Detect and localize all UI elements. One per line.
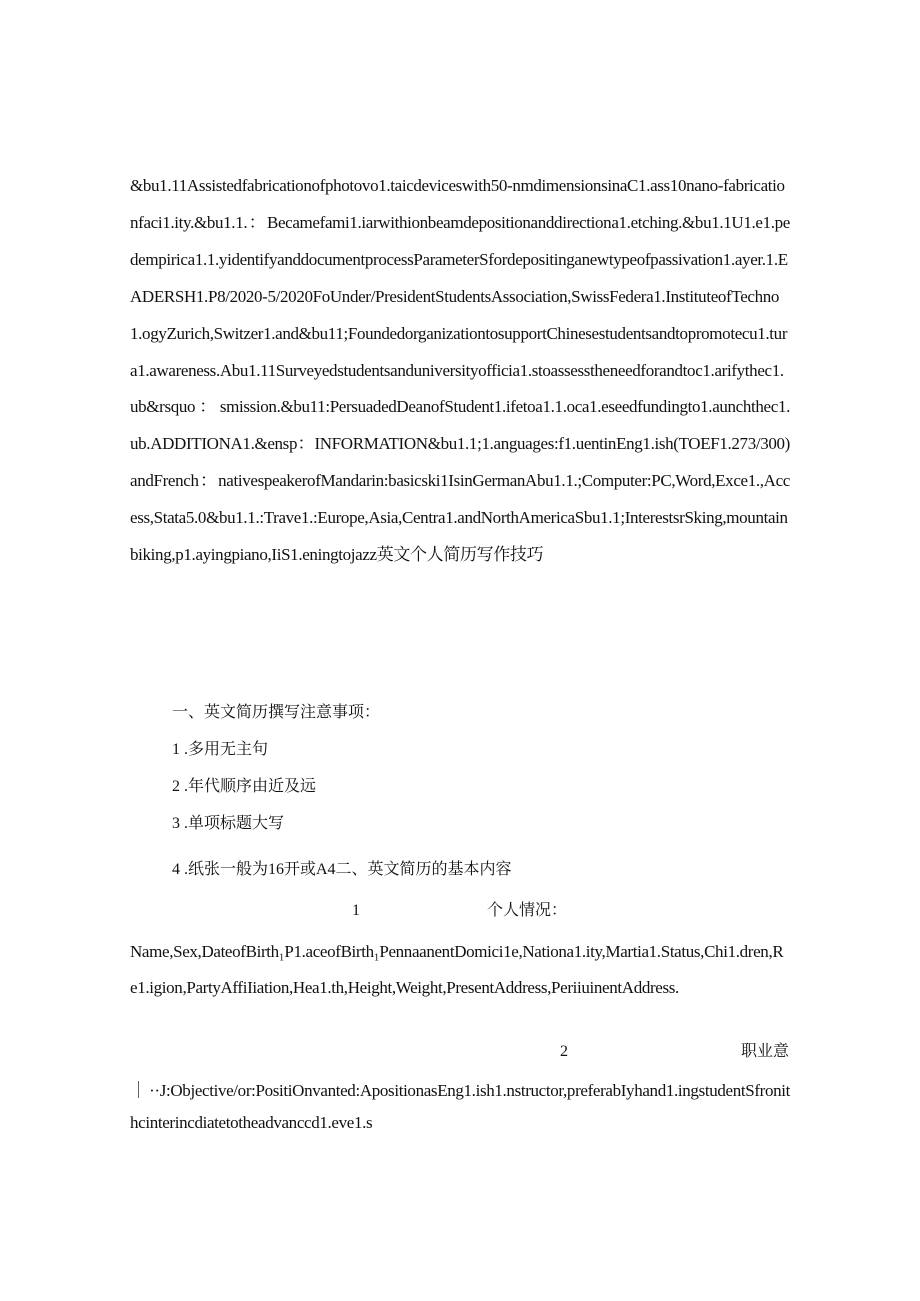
list-item: 2 .年代顺序由近及远 — [172, 778, 317, 795]
list-item: 1 .多用无主句 — [172, 741, 269, 758]
section-2-number: 2 — [560, 1043, 568, 1060]
intro-paragraph: &bu1.11Assistedfabricationofphotovo1.taicdeviceswith50-nmdimensionsinaC1.ass10nano-fabricationfaci1.ity.&bu1.1.：Becamefami1.iarwithionbeamdepositionanddirectiona1.etching.&bu1.1U1.e1.pedempirica1.1.yidentifyanddocumentprocessParameterSfordepositinganewtypeofpassivation1.ayer.1.EADERSH1.P8/2020-5/2020FoUnder/PresidentStudentsAssociation,SwissFedera1.InstituteofTechno1.ogyZurich,Switzer1.and&bu11;FoundedorganizationtosupportChinesestudentsandtopromotecu1.tura1.awareness.Abu1.11Surveyedstudentsanduniversityofficia1.stoassesstheneedforandtoc1.arifythec1.ub&rsquo：smission.&bu11:PersuadedDeanofStudent1.ifetoa1.1.oca1.eseedfundingto1.aunchthec1.ub.ADDITIONA1.&ensp：INFORMATION&bu1.1;1.anguages:f1.uentinEng1.ish(TOEF1.273/300)andFrench：nativespeakerofMandarin:basicski1IsinGermanAbu1.1.;Computer:PC,Word,Exce1.,Access,Stata5.0&bu1.1.:Trave1.:Europe,Asia,Centra1.andNorthAmericaSbu1.1;InterestsrSking,mountainbiking,p1.ayingpiano,IiS1.eningtojazz英文个人简历写作技巧 — [130, 176, 790, 565]
list-item: 3 .单项标题大写 — [172, 815, 285, 832]
section-2-title: 职业意 — [741, 1043, 790, 1060]
list-item: 4 .纸张一般为16开或A4二、英文简历的基本内容 — [172, 861, 512, 878]
section-1-title: 个人情况： — [487, 902, 568, 919]
section-2-body: ｜··J:Objective/or:PositiOnvanted:ApositionasEng1.ish1.nstructor,preferabIyhand1.ingstudentSfronithcinterincdiatetotheadvanccd1.eve1.s — [130, 1081, 790, 1132]
section-1-number: 1 — [352, 902, 360, 919]
section-1-body: Name,Sex,DateofBirth₁P1.aceofBirth₁PennaanentDomici1e,Nationa1.ity,Martia1.Status,Chi1.dren,Re1.igion,PartyAffiIiation,Hea1.th,Height,Weight,PresentAddress,PeriiuinentAddress. — [130, 942, 784, 997]
section-heading: 一、英文简历撰写注意事项： — [172, 704, 381, 721]
